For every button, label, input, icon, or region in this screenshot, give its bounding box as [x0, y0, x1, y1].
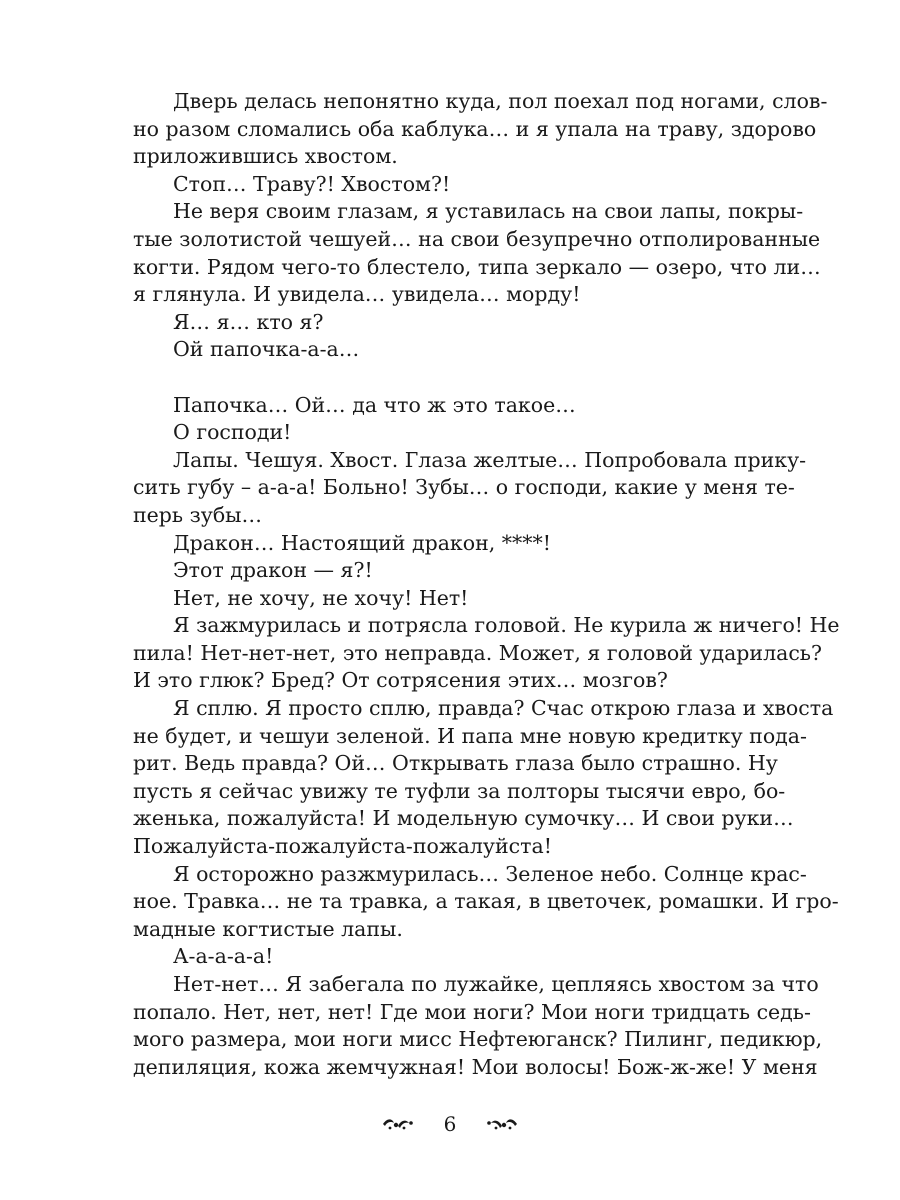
text-line: но разом сломались оба каблука… и я упала на траву, здорово: [133, 116, 817, 141]
section-break: [133, 364, 766, 392]
page-number: 6: [443, 1111, 457, 1136]
text-line: И это глюк? Бред? От сотрясения этих… мозгов?: [133, 668, 668, 693]
text-line: Не веря своим глазам, я уставилась на свои лапы, покры-: [173, 199, 804, 224]
text-line: Я зажмурилась и потрясла головой. Не курила ж ничего! Не: [173, 613, 840, 638]
text-line: попало. Нет, нет, нет! Где мои ноги? Мои ноги тридцать седь-: [133, 999, 811, 1024]
text-line: Нет-нет… Я забегала по лужайке, цепляясь хвостом за что: [173, 972, 819, 996]
page-text: [133, 88, 840, 1081]
text-line: перь зубы…: [133, 502, 262, 527]
text-line: Стоп… Траву?! Хвостом?!: [173, 171, 451, 196]
text-line: Дракон… Настоящий дракон, ****!: [173, 530, 551, 555]
text-line: приложившись хвостом.: [133, 144, 398, 169]
text-line: не будет, и чешуи зеленой. И папа мне новую кредитку пода-: [133, 723, 807, 748]
text-line: сить губу – а-а-а! Больно! Зубы… о господи, какие у меня те-: [133, 475, 795, 500]
text-line: Я… я… кто я?: [173, 309, 324, 334]
text-line: мого размера, мои ноги мисс Нефтеюганск? Пилинг, педикюр,: [133, 1027, 823, 1052]
text-line: Пожалуйста-пожалуйста-пожалуйста!: [133, 834, 552, 859]
text-line: Этот дракон — я?!: [173, 558, 373, 583]
text-line: пусть я сейчас увижу те туфли за полторы тысячи евро, бо-: [133, 778, 786, 803]
text-line: когти. Рядом чего-то блестело, типа зеркало — озеро, что ли…: [133, 254, 821, 279]
text-line: мадные когтистые лапы.: [133, 916, 403, 941]
ornament-right-icon: [485, 1110, 519, 1138]
page-footer: [0, 1108, 900, 1138]
text-line: О господи!: [173, 420, 292, 445]
text-line: А-а-а-а-а!: [173, 944, 274, 969]
text-line: я глянула. И увидела… увидела… морду!: [133, 282, 581, 307]
text-line: депиляция, кожа жемчужная! Мои волосы! Бож-ж-же! У меня: [133, 1054, 818, 1079]
text-line: Дверь делась непонятно куда, пол поехал под ногами, слов-: [173, 89, 828, 113]
text-line: Ой папочка-а-а…: [173, 337, 360, 362]
text-line: Лапы. Чешуя. Хвост. Глаза желтые… Попробовала прику-: [173, 447, 807, 472]
text-line: тые золотистой чешуей… на свои безупречно отполированные: [133, 226, 821, 251]
text-line: Нет, не хочу, не хочу! Нет!: [173, 585, 469, 610]
text-line: Папочка… Ой… да что ж это такое…: [173, 392, 576, 417]
text-line: Я осторожно разжмурилась… Зеленое небо. Солнце крас-: [173, 861, 807, 886]
text-line: ное. Травка… не та травка, а такая, в цветочек, ромашки. И гро-: [133, 889, 839, 914]
ornament-left-icon: [381, 1110, 415, 1138]
text-line: Я сплю. Я просто сплю, правда? Счас открою глаза и хвоста: [173, 696, 834, 721]
text-line: женька, пожалуйста! И модельную сумочку… И свои руки…: [133, 806, 794, 831]
text-line: рит. Ведь правда? Ой… Открывать глаза было страшно. Ну: [133, 751, 778, 776]
text-line: пила! Нет-нет-нет, это неправда. Может, я головой ударилась?: [133, 640, 822, 665]
